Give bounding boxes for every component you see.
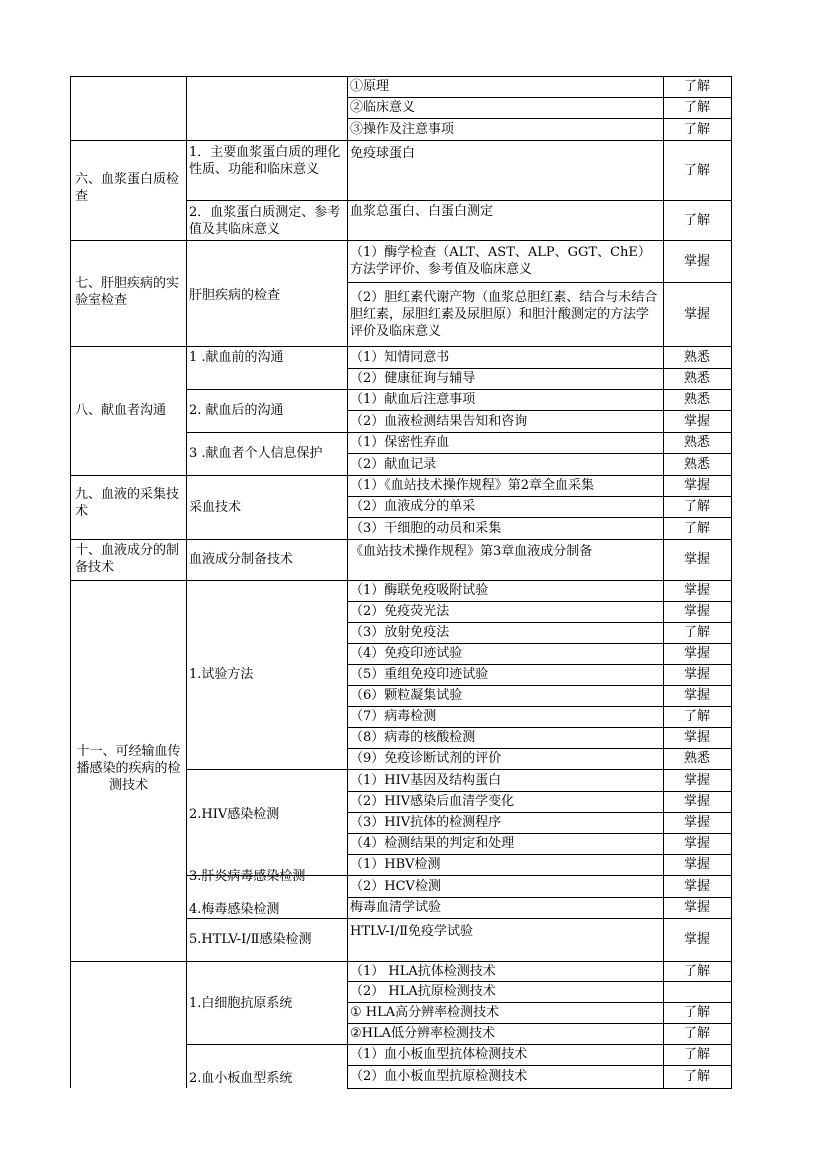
item-text: （1） HLA抗体检测技术 bbox=[350, 964, 496, 979]
topic-title: 2.血小板血型系统 bbox=[189, 1071, 293, 1086]
topic-title: 5.HTLV-Ⅰ/Ⅱ感染检测 bbox=[189, 932, 312, 947]
requirement-level: 掌握 bbox=[683, 900, 710, 915]
topic-border bbox=[186, 389, 348, 390]
requirement-level: 掌握 bbox=[683, 794, 710, 809]
item-border bbox=[347, 1065, 732, 1066]
topic-border bbox=[186, 200, 348, 201]
topic-border bbox=[186, 475, 348, 476]
item-text: （2）免疫荧光法 bbox=[350, 604, 450, 619]
item-border bbox=[347, 961, 732, 962]
topic-title: 2．血浆蛋白质测定、参考值及其临床意义 bbox=[189, 205, 341, 237]
item-border bbox=[347, 897, 732, 898]
topic-border bbox=[186, 140, 348, 141]
section-title: 六、血浆蛋白质检查 bbox=[75, 172, 180, 204]
column-divider-1 bbox=[186, 76, 187, 1088]
item-text: （2） HLA抗原检测技术 bbox=[350, 984, 496, 999]
item-border bbox=[347, 200, 732, 201]
item-text: （3）干细胞的动员和采集 bbox=[350, 521, 502, 536]
item-text: 血浆总蛋白、白蛋白测定 bbox=[350, 204, 494, 219]
item-text: （9）免疫诊断试剂的评价 bbox=[350, 751, 502, 766]
item-text: （2）HIV感染后血清学变化 bbox=[350, 794, 515, 809]
item-border bbox=[347, 282, 732, 283]
topic-title: 1.白细胞抗原系统 bbox=[189, 996, 293, 1011]
item-text: （1）HIV基因及结构蛋白 bbox=[350, 773, 502, 788]
topic-title: 1．主要血浆蛋白质的理化性质、功能和临床意义 bbox=[189, 145, 341, 177]
item-border bbox=[347, 140, 732, 141]
requirement-level: 了解 bbox=[683, 163, 710, 178]
topic-border bbox=[186, 539, 348, 540]
item-border bbox=[347, 539, 732, 540]
topic-border bbox=[186, 346, 348, 347]
topic-title: 3.肝炎病毒感染检测 bbox=[189, 869, 306, 884]
requirement-level: 掌握 bbox=[683, 836, 710, 851]
topic-border bbox=[186, 432, 348, 433]
item-text: （2）健康征询与辅导 bbox=[350, 371, 476, 386]
item-text: （1）血小板血型抗体检测技术 bbox=[350, 1047, 528, 1062]
section-title: 七、肝胆疾病的实验室检查 bbox=[75, 276, 180, 308]
requirement-level: 掌握 bbox=[683, 773, 710, 788]
topic-title: 肝胆疾病的检查 bbox=[189, 288, 281, 303]
requirement-level: 掌握 bbox=[683, 307, 710, 322]
item-text: （6）颗粒凝集试验 bbox=[350, 688, 463, 703]
requirement-level: 了解 bbox=[683, 79, 710, 94]
section-border bbox=[70, 240, 187, 241]
item-border bbox=[347, 496, 732, 497]
item-text: ①原理 bbox=[350, 79, 390, 94]
item-text: （2）血液检测结果告知和咨询 bbox=[350, 414, 528, 429]
topic-title: 血液成分制备技术 bbox=[189, 552, 294, 567]
requirement-level: 掌握 bbox=[683, 730, 710, 745]
item-text: （1）知情同意书 bbox=[350, 350, 450, 365]
requirement-level: 了解 bbox=[683, 100, 710, 115]
section-border bbox=[70, 76, 187, 77]
item-border bbox=[347, 875, 732, 876]
requirement-level: 熟悉 bbox=[683, 457, 710, 472]
table-right-border bbox=[731, 76, 732, 1088]
section-border bbox=[70, 539, 187, 540]
item-text: 免疫球蛋白 bbox=[350, 146, 416, 161]
item-border bbox=[347, 97, 732, 98]
item-border bbox=[347, 854, 732, 855]
item-text: （4）免疫印迹试验 bbox=[350, 646, 463, 661]
item-border bbox=[347, 1088, 732, 1089]
item-text: （1）酶联免疫吸附试验 bbox=[350, 583, 489, 598]
item-text: （1）《血站技术操作规程》第2章全血采集 bbox=[350, 478, 595, 493]
table-left-border bbox=[70, 76, 71, 1088]
requirement-level: 掌握 bbox=[683, 857, 710, 872]
column-divider-2 bbox=[347, 76, 348, 1088]
section-border bbox=[70, 346, 187, 347]
item-border bbox=[347, 622, 732, 623]
item-text: 梅毒血清学试验 bbox=[350, 900, 442, 915]
requirement-level: 掌握 bbox=[683, 932, 710, 947]
item-border bbox=[347, 727, 732, 728]
item-border bbox=[347, 664, 732, 665]
item-border bbox=[347, 706, 732, 707]
requirement-level: 熟悉 bbox=[683, 435, 710, 450]
item-text: ②HLA低分辨率检测技术 bbox=[350, 1026, 496, 1041]
topic-border bbox=[186, 240, 348, 241]
topic-border bbox=[186, 918, 348, 919]
requirement-level: 掌握 bbox=[683, 552, 710, 567]
item-text: （2）血液成分的单采 bbox=[350, 499, 476, 514]
requirement-level: 了解 bbox=[683, 709, 710, 724]
topic-border bbox=[186, 76, 348, 77]
item-text: （1）保密性弃血 bbox=[350, 435, 450, 450]
topic-border bbox=[186, 961, 348, 962]
topic-title: 1 .献血前的沟通 bbox=[189, 350, 284, 365]
item-text: （2）HCV检测 bbox=[350, 879, 441, 894]
item-text: ① HLA高分辨率检测技术 bbox=[350, 1005, 500, 1020]
requirement-level: 了解 bbox=[683, 122, 710, 137]
topic-title: 3 .献血者个人信息保护 bbox=[189, 446, 323, 461]
item-border bbox=[347, 432, 732, 433]
item-text: （2）胆红素代谢产物（血浆总胆红素、结合与未结合胆红素，尿胆红素及尿胆原）和胆汁酸测定的方法学评价及临床意义 bbox=[350, 290, 658, 339]
item-text: （3）放射免疫法 bbox=[350, 625, 450, 640]
item-border bbox=[347, 517, 732, 518]
requirement-level: 了解 bbox=[683, 964, 710, 979]
requirement-level: 掌握 bbox=[683, 879, 710, 894]
requirement-level: 掌握 bbox=[683, 646, 710, 661]
topic-border bbox=[186, 769, 348, 770]
requirement-level: 了解 bbox=[683, 1069, 710, 1084]
item-text: （8）病毒的核酸检测 bbox=[350, 730, 476, 745]
requirement-level: 掌握 bbox=[683, 667, 710, 682]
item-border bbox=[347, 918, 732, 919]
topic-border bbox=[186, 1044, 348, 1045]
item-border bbox=[347, 118, 732, 119]
topic-title: 1.试验方法 bbox=[189, 667, 254, 682]
item-text: 《血站技术操作规程》第3章血液成分制备 bbox=[350, 544, 593, 559]
item-text: （3）HIV抗体的检测程序 bbox=[350, 815, 502, 830]
section-title: 九、血液的采集技术 bbox=[75, 487, 180, 519]
item-text: （1）酶学检查（ALT、AST、ALP、GGT、ChE）方法学评价、参考值及临床意义 bbox=[350, 245, 651, 277]
item-text: （4）检测结果的判定和处理 bbox=[350, 836, 515, 851]
topic-title: 2. 献血后的沟通 bbox=[189, 403, 284, 418]
requirement-level: 了解 bbox=[683, 521, 710, 536]
item-border bbox=[347, 580, 732, 581]
item-border bbox=[347, 389, 732, 390]
item-border bbox=[347, 812, 732, 813]
requirement-level: 掌握 bbox=[683, 583, 710, 598]
item-border bbox=[347, 410, 732, 411]
topic-title: 采血技术 bbox=[189, 500, 242, 515]
item-text: HTLV-Ⅰ/Ⅱ免疫学试验 bbox=[350, 924, 474, 939]
item-border bbox=[347, 475, 732, 476]
item-border bbox=[347, 601, 732, 602]
requirement-level: 了解 bbox=[683, 1005, 710, 1020]
section-title: 十、血液成分的制备技术 bbox=[75, 543, 180, 575]
requirement-level: 熟悉 bbox=[683, 751, 710, 766]
topic-title: 2.HIV感染检测 bbox=[189, 807, 280, 822]
item-border bbox=[347, 1002, 732, 1003]
item-border bbox=[347, 769, 732, 770]
item-text: （2）血小板血型抗原检测技术 bbox=[350, 1069, 528, 1084]
topic-border bbox=[186, 580, 348, 581]
item-border bbox=[347, 643, 732, 644]
item-border bbox=[347, 791, 732, 792]
requirement-level: 掌握 bbox=[683, 254, 710, 269]
section-border bbox=[70, 475, 187, 476]
item-border bbox=[347, 1023, 732, 1024]
requirement-level: 掌握 bbox=[683, 815, 710, 830]
requirement-level: 了解 bbox=[683, 213, 710, 228]
requirement-level: 了解 bbox=[683, 499, 710, 514]
item-border bbox=[347, 748, 732, 749]
requirement-level: 了解 bbox=[683, 1026, 710, 1041]
item-border bbox=[347, 685, 732, 686]
item-text: （7）病毒检测 bbox=[350, 709, 437, 724]
section-border bbox=[70, 961, 187, 962]
item-border bbox=[347, 368, 732, 369]
item-border bbox=[347, 981, 732, 982]
item-border bbox=[347, 346, 732, 347]
requirement-level: 了解 bbox=[683, 625, 710, 640]
topic-title: 4.梅毒感染检测 bbox=[189, 902, 280, 917]
item-text: （5）重组免疫印迹试验 bbox=[350, 667, 489, 682]
section-title: 十一、可经输血传播感染的疾病的检测技术 bbox=[76, 744, 181, 793]
item-border bbox=[347, 833, 732, 834]
requirement-level: 掌握 bbox=[683, 688, 710, 703]
requirement-level: 熟悉 bbox=[683, 371, 710, 386]
item-border bbox=[347, 1044, 732, 1045]
requirement-level: 掌握 bbox=[683, 414, 710, 429]
requirement-level: 了解 bbox=[683, 1047, 710, 1062]
item-border bbox=[347, 76, 732, 77]
requirement-level: 掌握 bbox=[683, 478, 710, 493]
item-text: ②临床意义 bbox=[350, 100, 416, 115]
item-border bbox=[347, 240, 732, 241]
section-border bbox=[70, 140, 187, 141]
requirement-level: 熟悉 bbox=[683, 392, 710, 407]
section-border bbox=[70, 580, 187, 581]
item-border bbox=[347, 453, 732, 454]
requirement-level: 掌握 bbox=[683, 604, 710, 619]
item-text: （2）献血记录 bbox=[350, 457, 437, 472]
item-text: （1）HBV检测 bbox=[350, 857, 441, 872]
requirement-level: 熟悉 bbox=[683, 350, 710, 365]
item-text: ③操作及注意事项 bbox=[350, 122, 455, 137]
section-title: 八、献血者沟通 bbox=[75, 403, 167, 418]
item-text: （1）献血后注意事项 bbox=[350, 392, 476, 407]
